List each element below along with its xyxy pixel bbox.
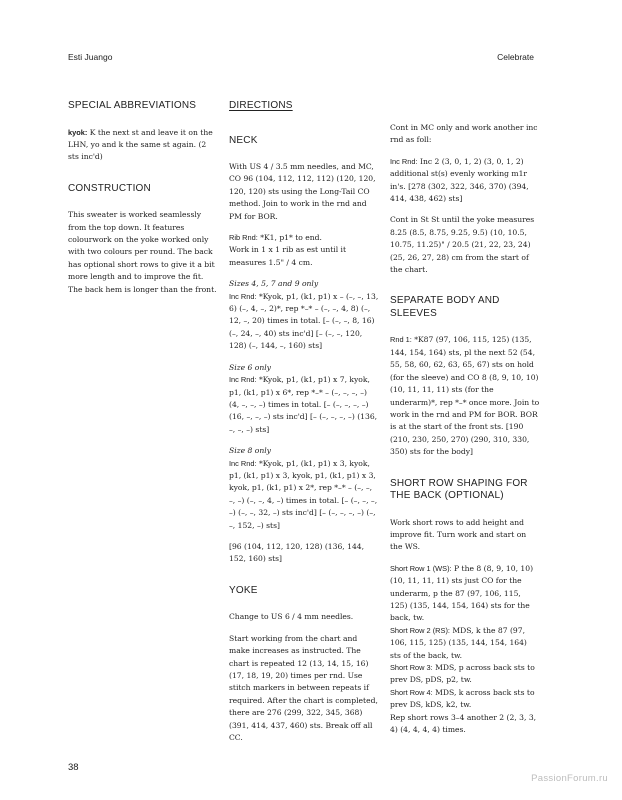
separate-round-text: *K87 (97, 106, 115, 125) (135, 144, 154, 164) sts, pl the next 52 (54, 55, 58, 60, 62, 63, 65, 67) sts on hold (for the sleeve) and CO 8 (8, 9, 10, 10) (10, 11, 11, 11) sts (for the underarm)*, rep *–* once more. Join to work in the rnd and PM for BOR. BOR is at the start of the front sts. [190 (210, 230, 250, 270) (290, 310, 330, 350) sts for the body] (390, 335, 540, 457)
sizes-c-label: Inc Rnd: (229, 458, 257, 468)
sizes-a-label: Inc Rnd: (229, 291, 257, 301)
yoke-inc-round (390, 156, 540, 206)
middle-column (229, 100, 379, 753)
construction-text: This sweater is worked seamlessly from the top down. It features colourwork on the yoke worked only with two colours per round. The back has optional short rows to give it a bit more length and to improve the fit. The back hem is longer than the front. (68, 210, 217, 294)
short-row-text: MDS, k across back sts to prev DS, kDS, k2, tw. (390, 687, 535, 710)
separate-round (390, 334, 540, 458)
left-column (68, 100, 218, 305)
sizes-a-block (229, 278, 379, 352)
short-row-label: Short Row 1 (WS): (390, 563, 452, 573)
abbreviation-definition: K the next st and leave it on the LHN, yo and k the same st again. (2 sts inc'd) (68, 127, 213, 162)
short-row-label: Short Row 3: (390, 663, 433, 672)
sizes-b-heading: Size 6 only (229, 362, 271, 372)
construction-heading: CONSTRUCTION (68, 182, 151, 194)
sizes-a-heading: Sizes 4, 5, 7 and 9 only (229, 279, 319, 289)
separate-heading: SEPARATE BODY AND SLEEVES (390, 295, 500, 319)
designer-name: Esti Juango (68, 52, 113, 62)
sizes-c-heading: Size 8 only (229, 446, 271, 456)
short-rows-heading: SHORT ROW SHAPING FOR THE BACK (OPTIONAL) (390, 477, 528, 502)
neck-heading: NECK (229, 134, 258, 146)
short-row-label: Short Row 4: (390, 687, 433, 697)
abbreviation-kyok (68, 127, 218, 164)
short-row-3 (390, 662, 540, 687)
short-row-4 (390, 687, 540, 712)
rib-round-label: Rib Rnd: (229, 233, 258, 243)
yoke-inc-text: Inc 2 (3, 0, 1, 2) (3, 0, 1, 2) additional st(s) evenly working m1r in's. [278 (302, 322, 346, 370) (394, 414, 438, 462) sts] (390, 156, 529, 204)
abbreviations-heading: SPECIAL ABBREVIATIONS (68, 100, 197, 111)
yoke-inc-label: Inc Rnd: (390, 156, 418, 166)
right-column (390, 106, 540, 736)
short-row-text: P the 8 (8, 9, 10, 10) (10, 11, 11, 11) sts just CO for the underarm, p the 87 (97, 106, 115, 125) (135, 144, 154, 164) sts for the back, tw. (390, 563, 534, 623)
short-row-text: MDS, k the 87 (97, 106, 115, 125) (135, 144, 154, 164) sts of the back, tw. (390, 625, 527, 660)
separate-round-label: Rnd 1: (390, 335, 412, 345)
neck-intro: With US 4 / 3.5 mm needles, and MC, CO 96 (104, 112, 112, 112) (120, 120, 120, 120) sts using the Long-Tail CO method. Join to work in the rnd and PM for BOR. (229, 162, 376, 221)
yoke-st-st: Cont in St St until the yoke measures 8.25 (8.5, 8.75, 9.25, 9.5) (10, 10.5, 10.75, 11.25)" / 20.5 (21, 22, 23, 24) (25, 26, 27, 28) cm from the start of the chart. (390, 215, 535, 275)
sizes-c-text: *Kyok, p1, (k1, p1) x 3, kyok, p1, (k1, p1) x 3, kyok, p1, (k1, p1) x 3, kyok, p1, (k1, p1) x 2*, rep *–* – (–, –, –, –) (–, –, 4, –) times in total. [– (–, –, –, –) (–, –, 32, –) sts inc'd] [– (–, –, –, –) (–, –, 152, –) sts] (229, 458, 378, 530)
short-row-2 (390, 625, 540, 662)
rib-continue: Work in 1 x 1 rib as est until it measures 1.5" / 4 cm. (229, 245, 347, 267)
watermark: PassionForum.ru (531, 773, 608, 784)
short-rows-list (390, 563, 540, 737)
short-row-1 (390, 563, 540, 625)
yoke-text: Start working from the chart and make increases as instructed. The chart is repeated 12 (13, 14, 15, 16) (17, 18, 19, 20) times per rnd. Use stitch markers in between repeats if required. After the chart is completed, there are 276 (299, 322, 345, 368) (391, 414, 437, 460) sts. Break off all CC. (229, 633, 378, 742)
sizes-c-block (229, 445, 379, 532)
yoke-heading: YOKE (229, 584, 258, 596)
sizes-b-label: Inc Rnd: (229, 375, 257, 385)
rib-round-text: *K1, p1* to end. (260, 233, 322, 243)
rib-round (229, 232, 379, 244)
sizes-b-text: *Kyok, p1, (k1, p1) x 7, kyok, p1, (k1, p1) x 6*, rep *–* – (–, –, –, –) (4, –, –, –) times in total. [– (–, –, –, –) (16, –, –, –) sts inc'd] [– (–, –, –, –) (136, –, –, –) sts] (229, 375, 378, 434)
short-rows-intro: Work short rows to add height and improve fit. Turn work and start on the WS. (390, 517, 527, 552)
directions-heading: DIRECTIONS (229, 100, 293, 111)
page-number: 38 (68, 762, 79, 773)
sizes-a-text: *Kyok, p1, (k1, p1) x – (–, –, 13, 6) (–, 4, –, 2)*, rep *–* – (–, –, 4, 8) (–, 12, –, 20) times in total. [– (–, –, 8, 16) (–, 24, –, 40) sts inc'd] [– (–, –, 120, 128) (–, 144, –, 160) sts] (229, 291, 379, 351)
short-rows-repeat: Rep short rows 3–4 another 2 (2, 3, 3, 4) (4, 4, 4, 4) times. (390, 712, 537, 735)
book-title: Celebrate (497, 52, 534, 62)
short-row-text: MDS, p across back sts to prev DS, pDS, p2, tw. (390, 663, 535, 685)
sizes-b-block (229, 362, 379, 436)
abbreviation-term: kyok: (68, 127, 88, 137)
neck-total: [96 (104, 112, 120, 128) (136, 144, 152, 160) sts] (229, 541, 365, 564)
short-row-label: Short Row 2 (RS): (390, 625, 450, 635)
yoke-continue: Cont in MC only and work another inc rnd as foll: (390, 123, 538, 145)
yoke-needles: Change to US 6 / 4 mm needles. (229, 612, 354, 622)
